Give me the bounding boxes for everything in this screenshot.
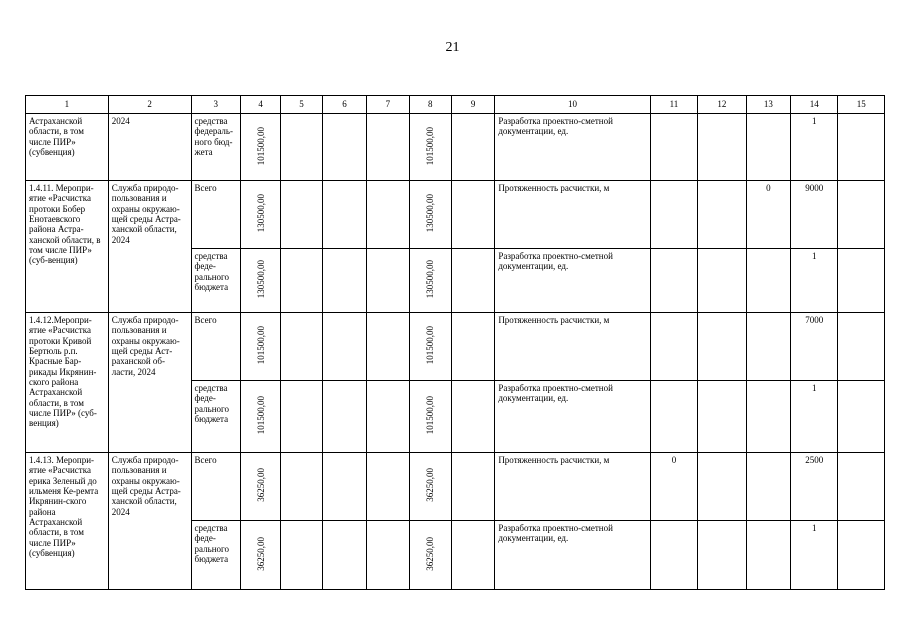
empty-cell [322, 313, 366, 381]
amount-2024-cell [409, 521, 451, 590]
value-14-cell: 1 [791, 381, 838, 453]
empty-cell [451, 249, 494, 313]
funding-source-cell: Всего [191, 453, 240, 521]
col-header: 14 [791, 96, 838, 114]
empty-cell [698, 181, 746, 249]
amount-total-cell [240, 521, 280, 590]
amount-2024-cell-text: 101500,00 [425, 326, 436, 365]
executor-cell: Служба природо-пользования и охраны окружаю-щей среды Астра-ханской области, 2024 [108, 453, 191, 590]
empty-cell [838, 521, 885, 590]
empty-cell [322, 453, 366, 521]
table-row [26, 313, 885, 381]
value-13-cell [746, 381, 790, 453]
empty-cell [838, 181, 885, 249]
empty-cell [322, 521, 366, 590]
value-11-cell [650, 381, 697, 453]
empty-cell [281, 114, 322, 181]
amount-2024-cell-text: 36250,00 [425, 536, 436, 571]
amount-2024-cell [409, 249, 451, 313]
empty-cell [838, 453, 885, 521]
page-number: 21 [445, 40, 460, 55]
value-14-cell: 1 [791, 249, 838, 313]
value-14-cell: 7000 [791, 313, 838, 381]
empty-cell [367, 313, 409, 381]
empty-cell [451, 453, 494, 521]
empty-cell [838, 114, 885, 181]
funding-source-cell: средства феде-рального бюджета [191, 521, 240, 590]
empty-cell [451, 381, 494, 453]
value-11-cell: 0 [650, 453, 697, 521]
col-header: 7 [367, 96, 409, 114]
funding-source-cell: средства феде-рального бюджета [191, 381, 240, 453]
indicator-cell: Протяженность расчистки, м [495, 453, 650, 521]
col-header: 9 [451, 96, 494, 114]
value-13-cell: 0 [746, 181, 790, 249]
value-13-cell [746, 249, 790, 313]
empty-cell [367, 381, 409, 453]
value-11-cell [650, 521, 697, 590]
amount-2024-cell [409, 453, 451, 521]
indicator-cell: Разработка проектно-сметной документации, ед. [495, 521, 650, 590]
amount-2024-cell [409, 114, 451, 181]
header-row [26, 96, 885, 114]
value-11-cell [650, 181, 697, 249]
executor-cell: Служба природо-пользования и охраны окружаю-щей среды Астра-ханской области, 2024 [108, 181, 191, 313]
indicator-cell: Разработка проектно-сметной документации, ед. [495, 114, 650, 181]
empty-cell [698, 521, 746, 590]
col-header: 13 [746, 96, 790, 114]
indicator-cell: Разработка проектно-сметной документации, ед. [495, 381, 650, 453]
amount-total-cell-text: 101500,00 [255, 126, 266, 165]
measure-name-cell: 1.4.12.Меропри-ятие «Расчистка протоки Кривой Бертюль р.п. Красные Бар-рикады Икрянин-ского района Астраханской области, в том числе ПИР» (суб-венция) [26, 313, 109, 453]
empty-cell [281, 249, 322, 313]
table-row [26, 453, 885, 521]
amount-2024-cell-text: 130500,00 [425, 260, 436, 299]
empty-cell [322, 381, 366, 453]
value-13-cell [746, 521, 790, 590]
executor-cell: Служба природо-пользования и охраны окружаю-щей среды Аст-раханской об-ласти, 2024 [108, 313, 191, 453]
empty-cell [281, 521, 322, 590]
empty-cell [451, 114, 494, 181]
value-14-cell: 1 [791, 521, 838, 590]
empty-cell [698, 381, 746, 453]
funding-source-cell: средства федераль-ного бюд-жета [191, 114, 240, 181]
value-11-cell [650, 114, 697, 181]
amount-2024-cell-text: 101500,00 [425, 396, 436, 435]
amount-total-cell [240, 114, 280, 181]
executor-cell: 2024 [108, 114, 191, 181]
indicator-cell: Разработка проектно-сметной документации, ед. [495, 249, 650, 313]
table-row [26, 181, 885, 249]
empty-cell [322, 114, 366, 181]
empty-cell [838, 249, 885, 313]
amount-2024-cell-text: 101500,00 [425, 126, 436, 165]
indicator-cell: Протяженность расчистки, м [495, 313, 650, 381]
value-13-cell [746, 313, 790, 381]
empty-cell [698, 114, 746, 181]
empty-cell [281, 381, 322, 453]
value-14-cell: 1 [791, 114, 838, 181]
empty-cell [367, 181, 409, 249]
empty-cell [838, 313, 885, 381]
empty-cell [281, 453, 322, 521]
measure-name-cell: 1.4.11. Меропри-ятие «Расчистка протоки Бобер Енотаевского района Астра-ханской области, в том числе ПИР» (суб-венция) [26, 181, 109, 313]
col-header: 3 [191, 96, 240, 114]
col-header: 5 [281, 96, 322, 114]
amount-total-cell-text: 101500,00 [255, 396, 266, 435]
amount-2024-cell-text: 36250,00 [425, 468, 436, 503]
empty-cell [698, 453, 746, 521]
empty-cell [451, 521, 494, 590]
col-header: 4 [240, 96, 280, 114]
measure-name-cell: Астраханской области, в том числе ПИР» (субвенция) [26, 114, 109, 181]
amount-2024-cell-text: 130500,00 [425, 194, 436, 233]
col-header: 15 [838, 96, 885, 114]
empty-cell [838, 381, 885, 453]
indicator-cell: Протяженность расчистки, м [495, 181, 650, 249]
amount-2024-cell [409, 313, 451, 381]
empty-cell [698, 249, 746, 313]
empty-cell [451, 313, 494, 381]
col-header: 6 [322, 96, 366, 114]
value-13-cell [746, 453, 790, 521]
amount-total-cell [240, 381, 280, 453]
measure-name-cell: 1.4.13. Меропри-ятие «Расчистка ерика Зеленый до ильменя Ке-ремта Икрянин-ского района Астраханской области, в том числе ПИР» (субвенция) [26, 453, 109, 590]
funding-source-cell: Всего [191, 181, 240, 249]
empty-cell [367, 453, 409, 521]
funding-source-cell: Всего [191, 313, 240, 381]
value-14-cell: 2500 [791, 453, 838, 521]
program-table [25, 95, 885, 590]
col-header: 10 [495, 96, 650, 114]
amount-2024-cell [409, 181, 451, 249]
amount-total-cell-text: 36250,00 [255, 536, 266, 571]
amount-total-cell [240, 313, 280, 381]
empty-cell [367, 114, 409, 181]
empty-cell [367, 249, 409, 313]
col-header: 2 [108, 96, 191, 114]
col-header: 8 [409, 96, 451, 114]
empty-cell [281, 181, 322, 249]
value-14-cell: 9000 [791, 181, 838, 249]
amount-total-cell-text: 36250,00 [255, 468, 266, 503]
empty-cell [322, 181, 366, 249]
amount-2024-cell [409, 381, 451, 453]
empty-cell [451, 181, 494, 249]
col-header: 1 [26, 96, 109, 114]
empty-cell [698, 313, 746, 381]
value-11-cell [650, 313, 697, 381]
empty-cell [281, 313, 322, 381]
table-row [26, 114, 885, 181]
amount-total-cell-text: 130500,00 [255, 194, 266, 233]
empty-cell [322, 249, 366, 313]
value-11-cell [650, 249, 697, 313]
amount-total-cell-text: 101500,00 [255, 326, 266, 365]
funding-source-cell: средства феде-рального бюджета [191, 249, 240, 313]
col-header: 11 [650, 96, 697, 114]
empty-cell [367, 521, 409, 590]
value-13-cell [746, 114, 790, 181]
amount-total-cell [240, 249, 280, 313]
amount-total-cell-text: 130500,00 [255, 260, 266, 299]
amount-total-cell [240, 453, 280, 521]
amount-total-cell [240, 181, 280, 249]
col-header: 12 [698, 96, 746, 114]
